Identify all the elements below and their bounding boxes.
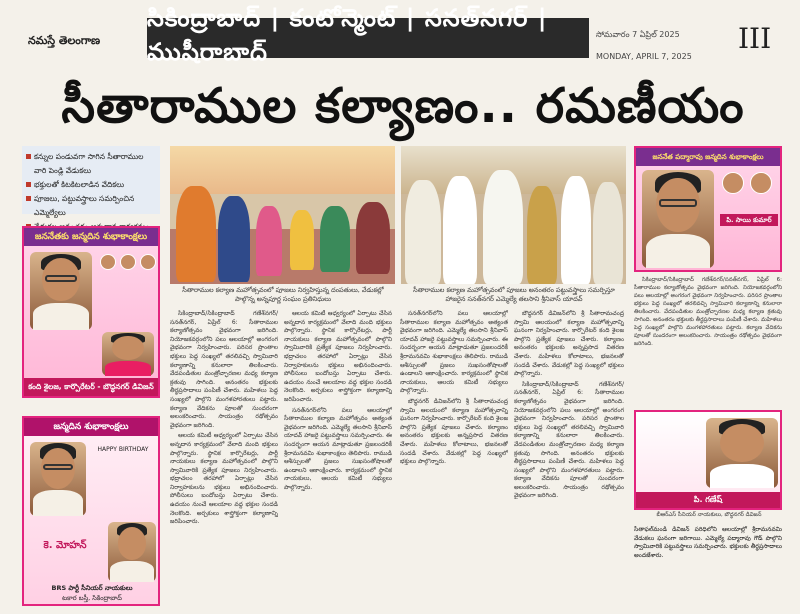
- person-figure: [356, 202, 390, 274]
- paragraph: సికింద్రాబాద్/సికింద్రాబాద్ గణేశ్‌నగర్/సనత్‌నగర్, ఏప్రిల్ 6: సీతారాముల కల్యాణోత్సవం వైభవంగా జరిగింది. నియోజకవర్గంలోని పలు ఆలయాల్లో అంగరంగ వైభవంగా నిర్వహించారు. పరిసర ప్రాంతాల భక్తులు పెద్ద సంఖ్యలో తరలివచ్చి స్వామివారి కల్యాణాన్ని కనులారా తిలకించారు. వేదపండితుల మంత్రోచ్ఛారణల మధ్య కల్యాణ క్రతువు సాగింది. అనంతరం భక్తులకు తీర్థప్రసాదాలు పంపిణీ చేశారు. మహిళలు పెద్ద సంఖ్యలో పాల్గొని మంగళహారతులు పట్టారు. కల్యాణ వేదికను పూలతో సుందరంగా అలంకరించారు. సాయంత్రం రథోత్సవం వైభవంగా జరిగింది.: [514, 380, 624, 500]
- person-figure: [320, 206, 350, 272]
- person-figure: [256, 206, 282, 276]
- ad-heading: జననేతకు జన్మదిన శుభాకాంక్షలు: [24, 228, 158, 246]
- highlights-box: [22, 146, 160, 217]
- thumb-photo: [100, 254, 116, 270]
- person-figure: [593, 182, 623, 284]
- thumb-photo: [722, 172, 744, 194]
- photo-caption-left: సీతారాముల కల్యాణ మహోత్సవంలో పూజలు నిర్వహిస్తున్న దంపతులు, వేడుకల్లో పాల్గొన్న అన్నపూర్ణ సంఘం ప్రతినిధులు: [182, 286, 384, 303]
- paragraph: సికింద్రాబాద్/సికింద్రాబాద్ గణేశ్‌నగర్/సనత్‌నగర్, ఏప్రిల్ 6: సీతారాముల కల్యాణోత్సవం వైభవంగా జరిగింది. నియోజకవర్గంలోని పలు ఆలయాల్లో అంగరంగ వైభవంగా నిర్వహించారు. పరిసర ప్రాంతాల భక్తులు పెద్ద సంఖ్యలో తరలివచ్చి స్వామివారి కల్యాణాన్ని కనులారా తిలకించారు. వేదపండితుల మంత్రోచ్ఛారణల మధ్య కల్యాణ క్రతువు సాగింది. అనంతరం భక్తులకు తీర్థప్రసాదాలు పంపిణీ చేశారు. మహిళలు పెద్ద సంఖ్యలో పాల్గొని మంగళహారతులు పట్టారు. కల్యాణ వేదికను పూలతో సుందరంగా అలంకరించారు. సాయంత్రం రథోత్సవం వైభవంగా జరిగింది.: [634, 277, 782, 347]
- main-headline: సీతారాముల కల్యాణం.. రమణీయం: [61, 78, 745, 134]
- ad-person-name: కె. మోహన్: [43, 540, 87, 551]
- ad-name-tag: పి. సాయి కుమార్: [720, 214, 778, 226]
- highlight-item: పూజలు, పట్టువస్త్రాలు సమర్పించిన ఎమ్మెల్యేలు: [26, 192, 156, 220]
- ad-person-role: బీఆర్ఎస్ సీనియర్ నాయకులు, బౌద్ధనగర్ డివిజన్: [656, 512, 762, 518]
- thumb-photo: [750, 172, 772, 194]
- paragraph: సనత్‌నగర్‌లోని పలు ఆలయాల్లో సీతారాముల కల్యాణ మహోత్సవం అత్యంత వైభవంగా జరిగింది. ఎమ్మెల్యే తలసాని శ్రీనివాస్ యాదవ్ హాజరై పట్టువస్త్రాలు సమర్పించారు. ఈ సందర్భంగా ఆయన మాట్లాడుతూ ప్రజలందరికీ శ్రీరామనవమి శుభాకాంక్షలు తెలిపారు. రాముడి ఆశీస్సులతో ప్రజలు సుఖసంతోషాలతో ఉండాలని ఆకాంక్షించారు. కార్యక్రమంలో స్థానిక నాయకులు, ఆలయ కమిటీ సభ్యులు పాల్గొన్నారు.: [284, 406, 392, 491]
- portrait-image: [102, 332, 154, 376]
- ad-person-name-text: పి. గణేష్: [693, 495, 723, 504]
- article-bottom-right: సీతాఫల్‌మండి డివిజన్ పరిధిలోని ఆలయాల్లో శ్రీరామనవమి వేడుకలు ఘనంగా జరిగాయి. ఎమ్మెల్యే పద్మారావు గౌడ్ పాల్గొని స్వామివారికి పట్టువస్త్రాలు సమర్పించారు. భక్తులకు తీర్థప్రసాదాలు అందజేశారు.: [634, 526, 782, 559]
- date-telugu: సోమవారం 7 ఏప్రిల్ 2025: [596, 30, 680, 39]
- ad-heading: జన్మదిన శుభాకాంక్షలు: [24, 418, 158, 436]
- article-column-2: [284, 310, 392, 606]
- ceremony-photo-right: [401, 146, 626, 284]
- article-column-3: [400, 310, 508, 606]
- person-figure: [218, 196, 250, 282]
- person-figure: [290, 210, 314, 270]
- paragraph: సికింద్రాబాద్/సికింద్రాబాద్ గణేశ్‌నగర్/సనత్‌నగర్, ఏప్రిల్ 6: సీతారాముల కల్యాణోత్సవం వైభవంగా జరిగింది. నియోజకవర్గంలోని పలు ఆలయాల్లో అంగరంగ వైభవంగా నిర్వహించారు. పరిసర ప్రాంతాల భక్తులు పెద్ద సంఖ్యలో తరలివచ్చి స్వామివారి కల్యాణాన్ని కనులారా తిలకించారు. వేదపండితుల మంత్రోచ్ఛారణల మధ్య కల్యాణ క్రతువు సాగింది. అనంతరం భక్తులకు తీర్థప్రసాదాలు పంపిణీ చేశారు. మహిళలు పెద్ద సంఖ్యలో పాల్గొని మంగళహారతులు పట్టారు. కల్యాణ వేదికను పూలతో సుందరంగా అలంకరించారు. సాయంత్రం రథోత్సవం వైభవంగా జరిగింది.: [170, 310, 278, 429]
- birthday-ad-left-bottom: [22, 416, 160, 606]
- masthead: [0, 0, 800, 66]
- highlight-item: కన్నుల పండువగా సాగిన సీతారాముల వారి పెండ్లి వేడుకలు: [26, 150, 156, 178]
- ceremony-photo-left: [170, 146, 395, 284]
- person-figure: [443, 176, 477, 284]
- paragraph: బౌద్ధనగర్ డివిజన్‌లోని శ్రీ సీతారామచంద్ర స్వామి ఆలయంలో కల్యాణ మహోత్సవాన్ని ఘనంగా నిర్వహించారు. కార్పొరేటర్ కంది శైలజ పాల్గొని ప్రత్యేక పూజలు చేశారు. కల్యాణం అనంతరం భక్తులకు అన్నప్రసాద వితరణ చేశారు. మహిళలు కోలాటాలు, భజనలతో సందడి చేశారు. వేడుకల్లో పెద్ద సంఖ్యలో భక్తులు పాల్గొన్నారు.: [400, 397, 508, 466]
- date-english: MONDAY, APRIL 7, 2025: [596, 52, 692, 61]
- brand-name: నమస్తే తెలంగాణ: [28, 34, 101, 47]
- portrait-image: [108, 522, 156, 582]
- paragraph: బౌద్ధనగర్ డివిజన్‌లోని శ్రీ సీతారామచంద్ర స్వామి ఆలయంలో కల్యాణ మహోత్సవాన్ని ఘనంగా నిర్వహించారు. కార్పొరేటర్ కంది శైలజ పాల్గొని ప్రత్యేక పూజలు చేశారు. కల్యాణం అనంతరం భక్తులకు అన్నప్రసాద వితరణ చేశారు. మహిళలు కోలాటాలు, భజనలతో సందడి చేశారు. వేడుకల్లో పెద్ద సంఖ్యలో భక్తులు పాల్గొన్నారు.: [514, 310, 624, 378]
- portrait-image: [706, 418, 778, 488]
- photo-caption-right: సీతారాముల కల్యాణ మహోత్సవంలో పూజలు అనంతరం పట్టువస్త్రాలు సమర్పిస్తూ హాజరైన సనత్‌నగర్ ఎమ్మెల్యే తలసాని శ్రీనివాస్ యాదవ్: [413, 286, 615, 303]
- ad-person-role: BRS పార్టీ సీనియర్ నాయకులు: [51, 584, 133, 592]
- paragraph: ఆలయ కమిటీ ఆధ్వర్యంలో ఏర్పాటు చేసిన అన్నదాన కార్యక్రమంలో వేలాది మంది భక్తులు పాల్గొన్నారు. స్థానిక కార్పొరేటర్లు, పార్టీ నాయకులు కల్యాణ మహోత్సవంలో పాల్గొని స్వామివారికి ప్రత్యేక పూజలు నిర్వహించారు. భద్రాచలం తరహాలో ఏర్పాట్లు చేసిన నిర్వాహకులను భక్తులు అభినందించారు. పోలీసులు బందోబస్తు ఏర్పాటు చేశారు. ఉదయం నుంచే ఆలయాల వద్ద భక్తుల సందడి నెలకొంది. అర్చకులు శాస్త్రోక్తంగా కల్యాణాన్ని జరిపించారు.: [284, 310, 392, 403]
- person-figure: [561, 176, 591, 284]
- portrait-image: [30, 442, 86, 516]
- ad-heading: జననేత పద్మారావు జన్మదిన శుభాకాంక్షలు: [636, 148, 780, 166]
- birthday-ad-left-top: [22, 226, 160, 398]
- ad-person-area: టకార బస్తీ, సికింద్రాబాద్: [62, 594, 122, 602]
- ad-person-name: [636, 492, 780, 508]
- person-figure: [176, 186, 216, 282]
- birthday-ad-right-top: [634, 146, 782, 272]
- paragraph: సనత్‌నగర్‌లోని పలు ఆలయాల్లో సీతారాముల కల్యాణ మహోత్సవం అత్యంత వైభవంగా జరిగింది. ఎమ్మెల్యే తలసాని శ్రీనివాస్ యాదవ్ హాజరై పట్టువస్త్రాలు సమర్పించారు. ఈ సందర్భంగా ఆయన మాట్లాడుతూ ప్రజలందరికీ శ్రీరామనవమి శుభాకాంక్షలు తెలిపారు. రాముడి ఆశీస్సులతో ప్రజలు సుఖసంతోషాలతో ఉండాలని ఆకాంక్షించారు. కార్యక్రమంలో స్థానిక నాయకులు, ఆలయ కమిటీ సభ్యులు పాల్గొన్నారు.: [400, 310, 508, 395]
- person-figure: [405, 180, 441, 284]
- article-column-1: [170, 310, 278, 606]
- person-figure: [527, 186, 557, 284]
- portrait-image: [642, 170, 714, 268]
- person-figure: [483, 170, 523, 284]
- page-number: III: [738, 22, 772, 55]
- ad-side-text: HAPPY BIRTHDAY: [97, 446, 149, 453]
- birthday-ad-right-bottom: [634, 410, 782, 510]
- article-column-4: [514, 310, 624, 606]
- locations-bar: సికింద్రాబాద్ | కంటోన్మెంట్ | సనత్‌నగర్ | ముషీరాబాద్: [147, 18, 589, 58]
- ad-footer-name: కంది శైలజ, కార్పొరేటర్ - బౌద్ధనగర్ డివిజన్: [24, 378, 158, 396]
- thumb-photo: [120, 254, 136, 270]
- ad-text-block: [634, 276, 782, 408]
- thumb-photo: [140, 254, 156, 270]
- paragraph: ఆలయ కమిటీ ఆధ్వర్యంలో ఏర్పాటు చేసిన అన్నదాన కార్యక్రమంలో వేలాది మంది భక్తులు పాల్గొన్నారు. స్థానిక కార్పొరేటర్లు, పార్టీ నాయకులు కల్యాణ మహోత్సవంలో పాల్గొని స్వామివారికి ప్రత్యేక పూజలు నిర్వహించారు. భద్రాచలం తరహాలో ఏర్పాట్లు చేసిన నిర్వాహకులను భక్తులు అభినందించారు. పోలీసులు బందోబస్తు ఏర్పాటు చేశారు. ఉదయం నుంచే ఆలయాల వద్ద భక్తుల సందడి నెలకొంది. అర్చకులు శాస్త్రోక్తంగా కల్యాణాన్ని జరిపించారు.: [170, 432, 278, 526]
- date-info: [596, 24, 692, 68]
- portrait-image: [30, 252, 92, 330]
- highlight-item: భక్తులతో కిటకిటలాడిన వేదికలు: [26, 178, 156, 192]
